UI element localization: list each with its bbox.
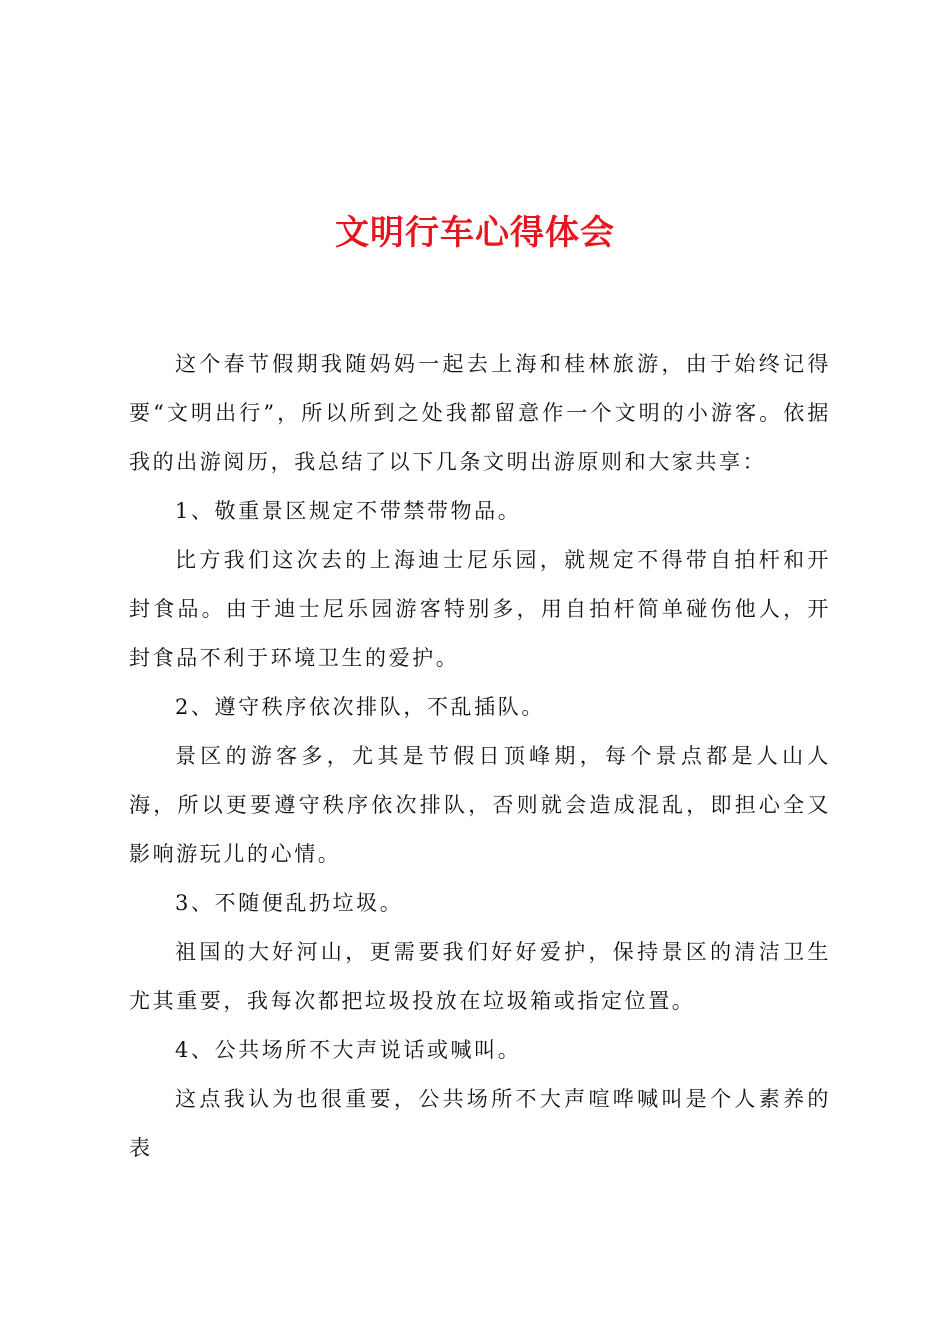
paragraph-intro: 这个春节假期我随妈妈一起去上海和桂林旅游，由于始终记得要“文明出行”，所以所到之处我都留意作一个文明的小游客。依据我的出游阅历，我总结了以下几条文明出游原则和大家共享： — [129, 352, 831, 474]
paragraph-rule-1-detail: 比方我们这次去的上海迪士尼乐园，就规定不得带自拍杆和开封食品。由于迪士尼乐园游客特别多，用自拍杆简单碰伤他人，开封食品不利于环境卫生的爱护。 — [129, 548, 831, 670]
paragraph-rule-3-detail: 祖国的大好河山，更需要我们好好爱护，保持景区的清洁卫生尤其重要，我每次都把垃圾投放在垃圾箱或指定位置。 — [129, 940, 831, 1013]
paragraph-rule-2: 2、遵守秩序依次排队，不乱插队。 — [175, 695, 545, 719]
document-title: 文明行车心得体会 — [335, 213, 615, 253]
paragraph-rule-2-detail: 景区的游客多，尤其是节假日顶峰期，每个景点都是人山人海，所以更要遵守秩序依次排队，否则就会造成混乱，即担心全又影响游玩儿的心情。 — [129, 744, 831, 866]
document-body — [129, 340, 831, 1173]
paragraph-rule-1: 1、敬重景区规定不带禁带物品。 — [175, 499, 522, 523]
paragraph-rule-4-detail: 这点我认为也很重要，公共场所不大声喧哗喊叫是个人素养的表 — [129, 1087, 831, 1160]
paragraph-rule-4: 4、公共场所不大声说话或喊叫。 — [175, 1038, 522, 1062]
paragraph-rule-3: 3、不随便乱扔垃圾。 — [175, 891, 404, 915]
